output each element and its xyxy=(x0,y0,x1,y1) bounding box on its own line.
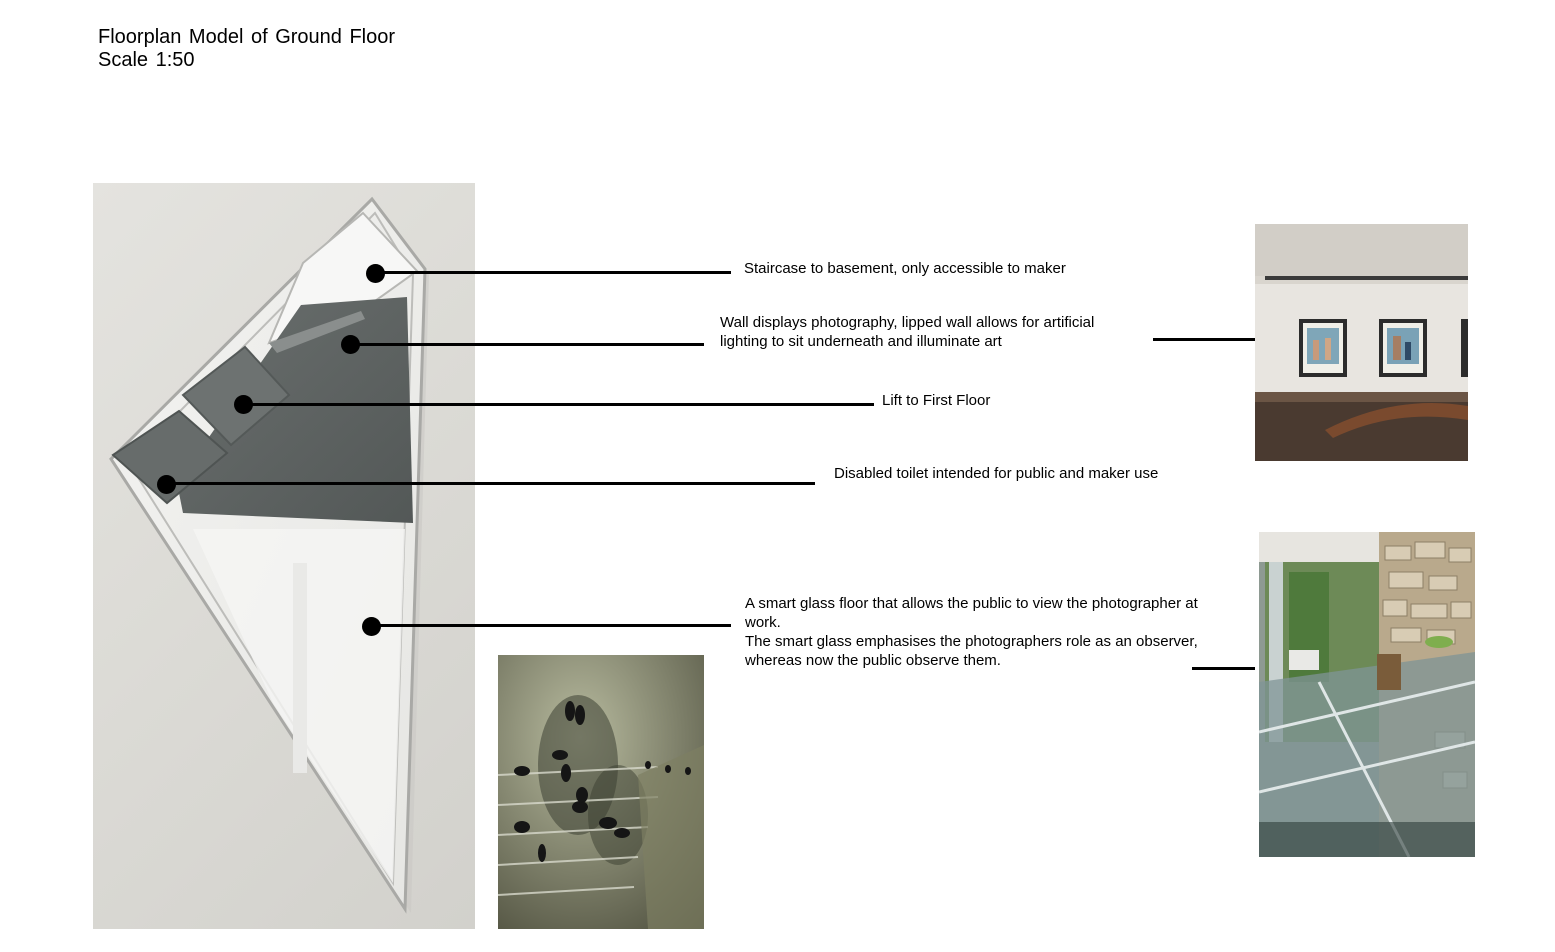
floorplan-model-photo xyxy=(93,183,475,929)
leader-glass-floor xyxy=(371,624,731,627)
label-glass-floor xyxy=(745,594,1215,670)
leader-interior-photo xyxy=(1192,667,1255,670)
glass-floor-people-photo xyxy=(498,655,704,929)
gallery-wall-photo xyxy=(1255,224,1468,461)
floorplan-model-drawing xyxy=(93,183,475,929)
page-title xyxy=(98,26,395,72)
leader-gallery-photo xyxy=(1153,338,1255,341)
title-line-1: Floorplan Model of Ground Floor xyxy=(98,26,396,48)
leader-display-wall xyxy=(350,343,704,346)
label-lift: Lift to First Floor xyxy=(882,392,991,409)
title-line-2: Scale 1:50 xyxy=(98,49,195,71)
label-glass-floor-line-2: The smart glass emphasises the photographers role as an observer, whereas now the public observe them. xyxy=(745,633,1198,669)
leader-lift xyxy=(243,403,874,406)
label-staircase: Staircase to basement, only accessible to maker xyxy=(744,260,1066,277)
glass-floor-interior-photo xyxy=(1259,532,1475,857)
label-glass-floor-line-1: A smart glass floor that allows the public to view the photographer at work. xyxy=(745,595,1198,631)
leader-toilet xyxy=(166,482,815,485)
label-toilet: Disabled toilet intended for public and maker use xyxy=(834,465,1159,482)
label-display-wall: Wall displays photography, lipped wall allows for artificial lighting to sit underneath and illuminate art xyxy=(720,314,1095,350)
leader-staircase xyxy=(375,271,731,274)
